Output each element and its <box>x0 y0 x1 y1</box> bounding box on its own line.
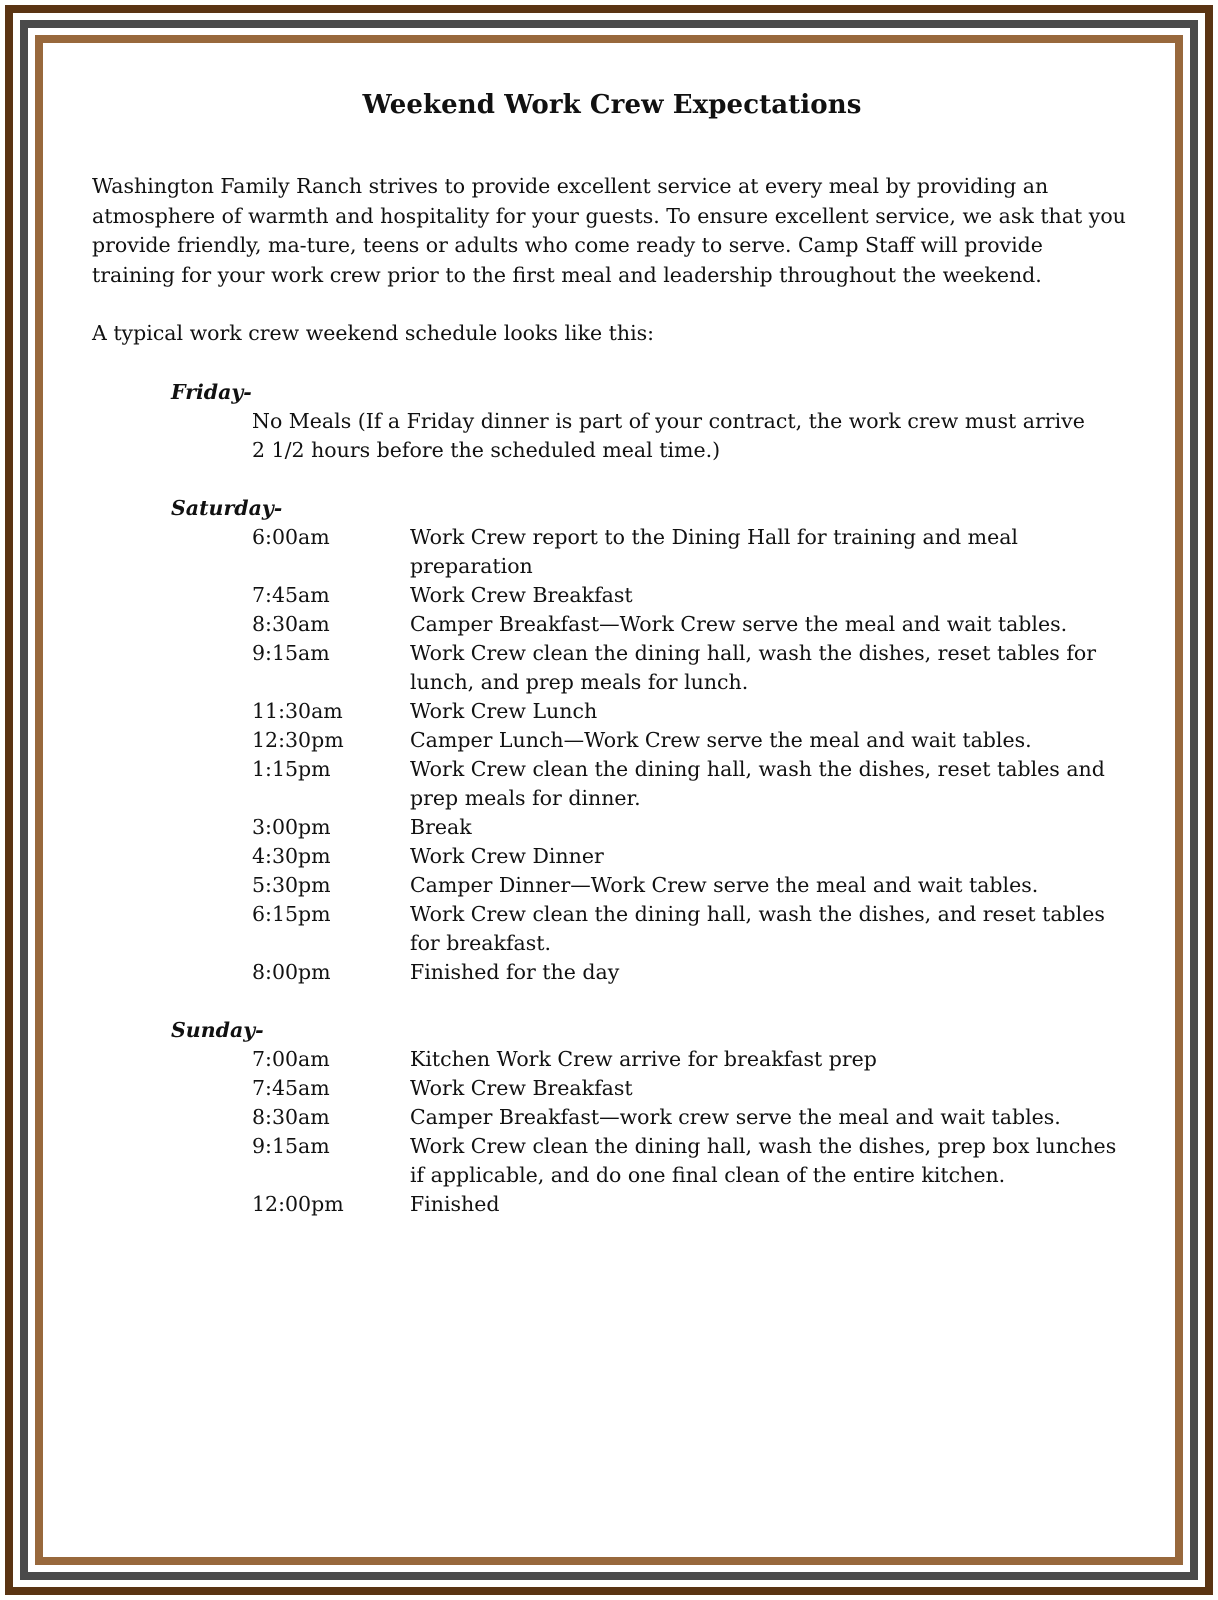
schedule-desc: Kitchen Work Crew arrive for breakfast prep <box>410 1046 877 1071</box>
schedule-row <box>252 755 1132 813</box>
schedule-row <box>252 1132 1132 1190</box>
document-page <box>92 90 1132 1219</box>
sunday-schedule <box>252 1045 1132 1219</box>
schedule-desc: Finished for the day <box>410 959 620 984</box>
friday-heading: Friday- <box>171 379 252 404</box>
saturday-heading: Saturday- <box>171 495 283 520</box>
schedule-time: 7:45am <box>252 582 330 607</box>
schedule-desc: Camper Breakfast—work crew serve the meal and wait tables. <box>410 1104 1061 1129</box>
schedule-desc: Work Crew clean the dining hall, wash the dishes, and reset tables for breakfast. <box>410 901 1105 955</box>
schedule-desc: Work Crew report to the Dining Hall for training and meal preparation <box>410 524 1018 578</box>
schedule-time: 8:00pm <box>252 959 331 984</box>
schedule-time: 8:30am <box>252 611 330 636</box>
schedule-time: 11:30am <box>252 698 343 723</box>
schedule-desc: Work Crew Breakfast <box>410 1075 633 1100</box>
schedule-time: 7:45am <box>252 1075 330 1100</box>
page-title: Weekend Work Crew Expectations <box>362 90 862 120</box>
schedule-time: 5:30pm <box>252 872 331 897</box>
schedule-desc: Finished <box>410 1191 500 1216</box>
schedule-row <box>252 610 1132 639</box>
saturday-schedule <box>252 523 1132 987</box>
schedule-row <box>252 1103 1132 1132</box>
schedule-desc: Break <box>410 814 472 839</box>
schedule-desc: Work Crew clean the dining hall, wash the dishes, prep box lunches if applicable, and do one final clean of the entire kitchen. <box>410 1133 1117 1187</box>
schedule-time: 12:00pm <box>252 1191 344 1216</box>
intro-paragraph: Washington Family Ranch strives to provide excellent service at every meal by providing an atmosphere of warmth and hospitality for your guests. To ensure excellent service, we ask that you provide friendly, ma-ture, teens or adults who come ready to serve. Camp Staff will provide training for your work crew prior to the first meal and leadership throughout the weekend. <box>92 174 1126 287</box>
schedule-row <box>252 726 1132 755</box>
schedule-row <box>252 871 1132 900</box>
schedule-time: 12:30pm <box>252 727 344 752</box>
schedule-row <box>252 581 1132 610</box>
schedule-lead: A typical work crew weekend schedule looks like this: <box>92 321 655 345</box>
schedule-time: 3:00pm <box>252 814 331 839</box>
schedule-desc: Work Crew clean the dining hall, wash the dishes, reset tables for lunch, and prep meals for lunch. <box>410 640 1097 694</box>
schedule-desc: Work Crew clean the dining hall, wash the dishes, reset tables and prep meals for dinner. <box>410 756 1105 810</box>
schedule-time: 4:30pm <box>252 843 331 868</box>
schedule-row <box>252 842 1132 871</box>
schedule-time: 8:30am <box>252 1104 330 1129</box>
schedule-desc: Work Crew Breakfast <box>410 582 633 607</box>
schedule-desc: Camper Lunch—Work Crew serve the meal and wait tables. <box>410 727 1032 752</box>
schedule-row <box>252 1045 1132 1074</box>
schedule-row <box>252 958 1132 987</box>
schedule-row <box>252 1074 1132 1103</box>
friday-note: No Meals (If a Friday dinner is part of your contract, the work crew must arrive 2 1/2 hours before the scheduled meal time.) <box>252 408 1085 462</box>
schedule-row <box>252 1190 1132 1219</box>
sunday-heading: Sunday- <box>171 1017 264 1042</box>
schedule-time: 9:15am <box>252 640 330 665</box>
schedule-row <box>252 523 1132 581</box>
schedule-row <box>252 697 1132 726</box>
schedule-desc: Work Crew Dinner <box>410 843 604 868</box>
schedule-desc: Work Crew Lunch <box>410 698 598 723</box>
schedule-time: 6:15pm <box>252 901 331 926</box>
schedule-time: 6:00am <box>252 524 330 549</box>
schedule-desc: Camper Dinner—Work Crew serve the meal and wait tables. <box>410 872 1039 897</box>
schedule-row <box>252 900 1132 958</box>
schedule-time: 9:15am <box>252 1133 330 1158</box>
schedule-row <box>252 813 1132 842</box>
schedule-time: 1:15pm <box>252 756 331 781</box>
schedule-desc: Camper Breakfast—Work Crew serve the meal and wait tables. <box>410 611 1068 636</box>
schedule-time: 7:00am <box>252 1046 330 1071</box>
schedule-row <box>252 639 1132 697</box>
